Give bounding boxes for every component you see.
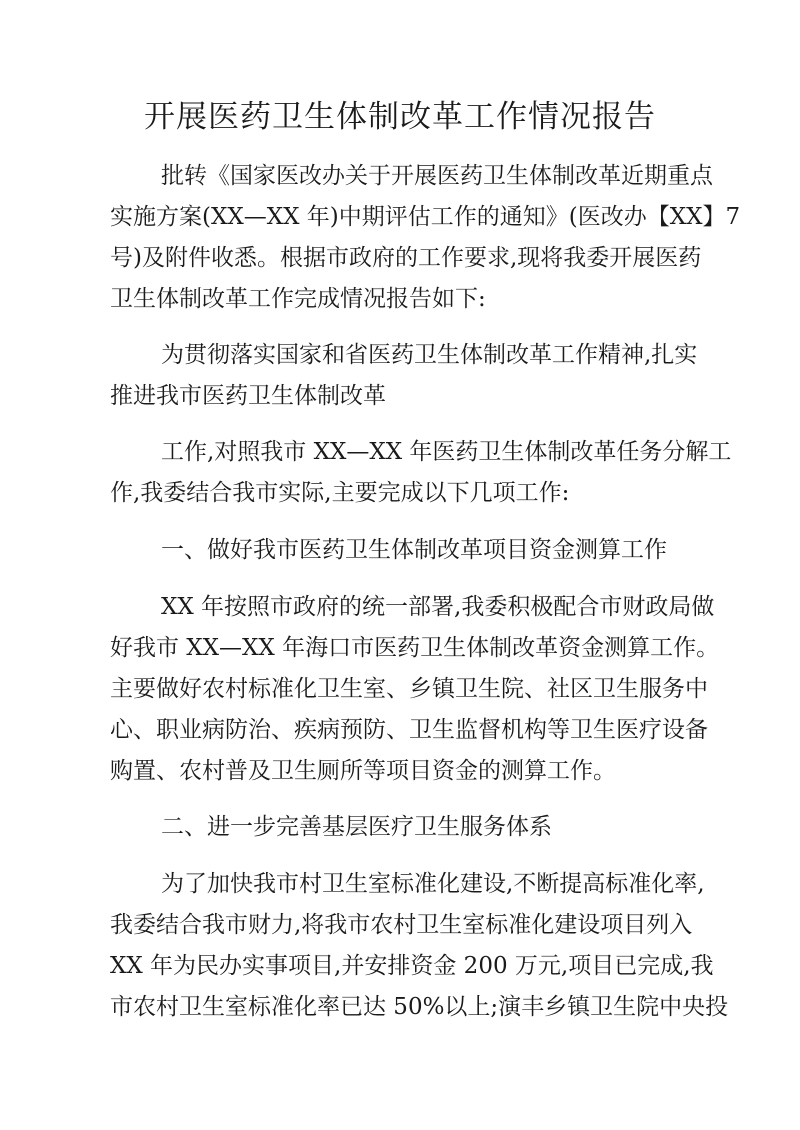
text-line: 卫生体制改革工作完成情况报告如下: xyxy=(110,286,486,312)
text-line: XX 年按照市政府的统一部署,我委积极配合市财政局做 xyxy=(161,594,715,620)
text-line: 我委结合我市财力,将我市农村卫生室标准化建设项目列入 xyxy=(110,912,693,938)
paragraph-work-intro xyxy=(110,432,732,514)
text-line: 二、进一步完善基层医疗卫生服务体系 xyxy=(161,814,552,840)
text-line: 好我市 XX—XX 年海口市医药卫生体制改革资金测算工作。 xyxy=(110,635,720,661)
text-line: 心、职业病防治、疾病预防、卫生监督机构等卫生医疗设备 xyxy=(110,717,708,743)
text-line: 实施方案(XX—XX 年)中期评估工作的通知》(医改办【XX】7 xyxy=(110,204,741,230)
text-line: 批转《国家医改办关于开展医药卫生体制改革近期重点 xyxy=(161,163,713,189)
text-line: 为了加快我市村卫生室标准化建设,不断提高标准化率, xyxy=(161,871,705,897)
text-line: 主要做好农村标准化卫生室、乡镇卫生院、社区卫生服务中 xyxy=(110,676,708,702)
text-line: 市农村卫生室标准化率已达 50%以上;演丰乡镇卫生院中央投 xyxy=(110,994,729,1020)
paragraph-intro xyxy=(110,156,741,320)
document-title: 开展医药卫生体制改革工作情况报告 xyxy=(144,99,656,135)
section-heading-2 xyxy=(110,807,690,848)
text-line: 为贯彻落实国家和省医药卫生体制改革工作精神,扎实 xyxy=(161,342,698,368)
text-line: 推进我市医药卫生体制改革 xyxy=(110,383,386,409)
paragraph-purpose xyxy=(110,335,698,417)
paragraph-section-2 xyxy=(110,864,729,1028)
text-line: 购置、农村普及卫生厕所等项目资金的测算工作。 xyxy=(110,758,616,784)
section-heading-1 xyxy=(110,530,690,571)
text-line: XX 年为民办实事项目,并安排资金 200 万元,项目已完成,我 xyxy=(110,953,714,979)
paragraph-section-1 xyxy=(110,587,720,792)
text-line: 号)及附件收悉。根据市政府的工作要求,现将我委开展医药 xyxy=(110,245,702,271)
text-line: 作,我委结合我市实际,主要完成以下几项工作: xyxy=(110,480,570,506)
text-line: 工作,对照我市 XX—XX 年医药卫生体制改革任务分解工 xyxy=(161,439,732,465)
text-line: 一、做好我市医药卫生体制改革项目资金测算工作 xyxy=(161,537,667,563)
